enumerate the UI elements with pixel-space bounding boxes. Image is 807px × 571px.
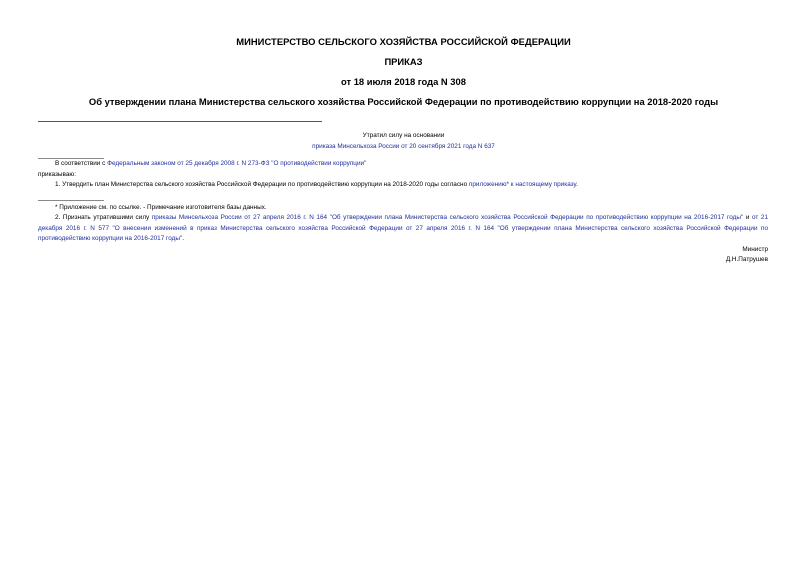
ministry-name: МИНИСТЕРСТВО СЕЛЬСКОГО ХОЗЯЙСТВА РОССИЙСКОЙ ФЕДЕРАЦИИ bbox=[236, 36, 571, 47]
item-2-suffix: . bbox=[182, 235, 185, 242]
appendix-link[interactable]: приложению* к настоящему приказу bbox=[468, 181, 577, 188]
order-word: приказываю: bbox=[38, 171, 76, 178]
signatory-position: Министр bbox=[742, 246, 768, 253]
revoking-order-link[interactable]: приказа Минсельхоза России от 20 сентября 2021 года N 637 bbox=[312, 143, 495, 150]
item-2-prefix: 2. Признать утратившими силу bbox=[55, 214, 152, 221]
item-1-text: 1. Утвердить план Министерства сельского хозяйства Российской Федерации по противодействию коррупции на 2018-2020 годы согласно bbox=[55, 181, 469, 188]
federal-law-link[interactable]: Федеральным законом от 25 декабря 2008 г. N 273-ФЗ "О противодействии коррупции" bbox=[107, 160, 367, 167]
footnote-divider bbox=[38, 200, 104, 201]
header-divider bbox=[38, 121, 322, 122]
item-2-paragraph bbox=[38, 213, 768, 245]
item-2-middle: и bbox=[743, 214, 752, 221]
repealed-order-164-link[interactable]: приказы Минсельхоза России от 27 апреля 2016 г. N 164 "Об утверждении плана Министерства сельского хозяйства Российской Федерации по противодействию коррупции на 2016-2017 годы" bbox=[151, 214, 744, 221]
document-title: Об утверждении плана Министерства сельского хозяйства Российской Федерации по противодействию коррупции на 2018-2020 годы bbox=[88, 96, 719, 107]
repealed-order-577-link[interactable]: от 21 декабря 2016 г. N 577 "О внесении изменений в приказ Министерства сельского хозяйства Российской Федерации от 27 апреля 2016 г. N 164 "Об утверждении плана Министерства сельского хозяйства Российской Федерации по противодействию коррупции на 2016-2017 годы" bbox=[38, 214, 769, 242]
revoked-note-link-line bbox=[0, 143, 807, 150]
item-1-paragraph bbox=[55, 180, 578, 191]
preamble-prefix: В соответствии с bbox=[55, 160, 108, 167]
document-date: от 18 июля 2018 года N 308 bbox=[341, 76, 466, 87]
signatory-name: Д.Н.Патрушев bbox=[725, 256, 768, 263]
preamble-paragraph bbox=[55, 159, 366, 170]
document-type: ПРИКАЗ bbox=[384, 56, 423, 67]
item-1-suffix: . bbox=[576, 181, 578, 188]
revoked-note: Утратил силу на основании bbox=[362, 132, 445, 139]
footnote: * Приложение см. по ссылке. - Примечание изготовителя базы данных. bbox=[55, 204, 267, 211]
